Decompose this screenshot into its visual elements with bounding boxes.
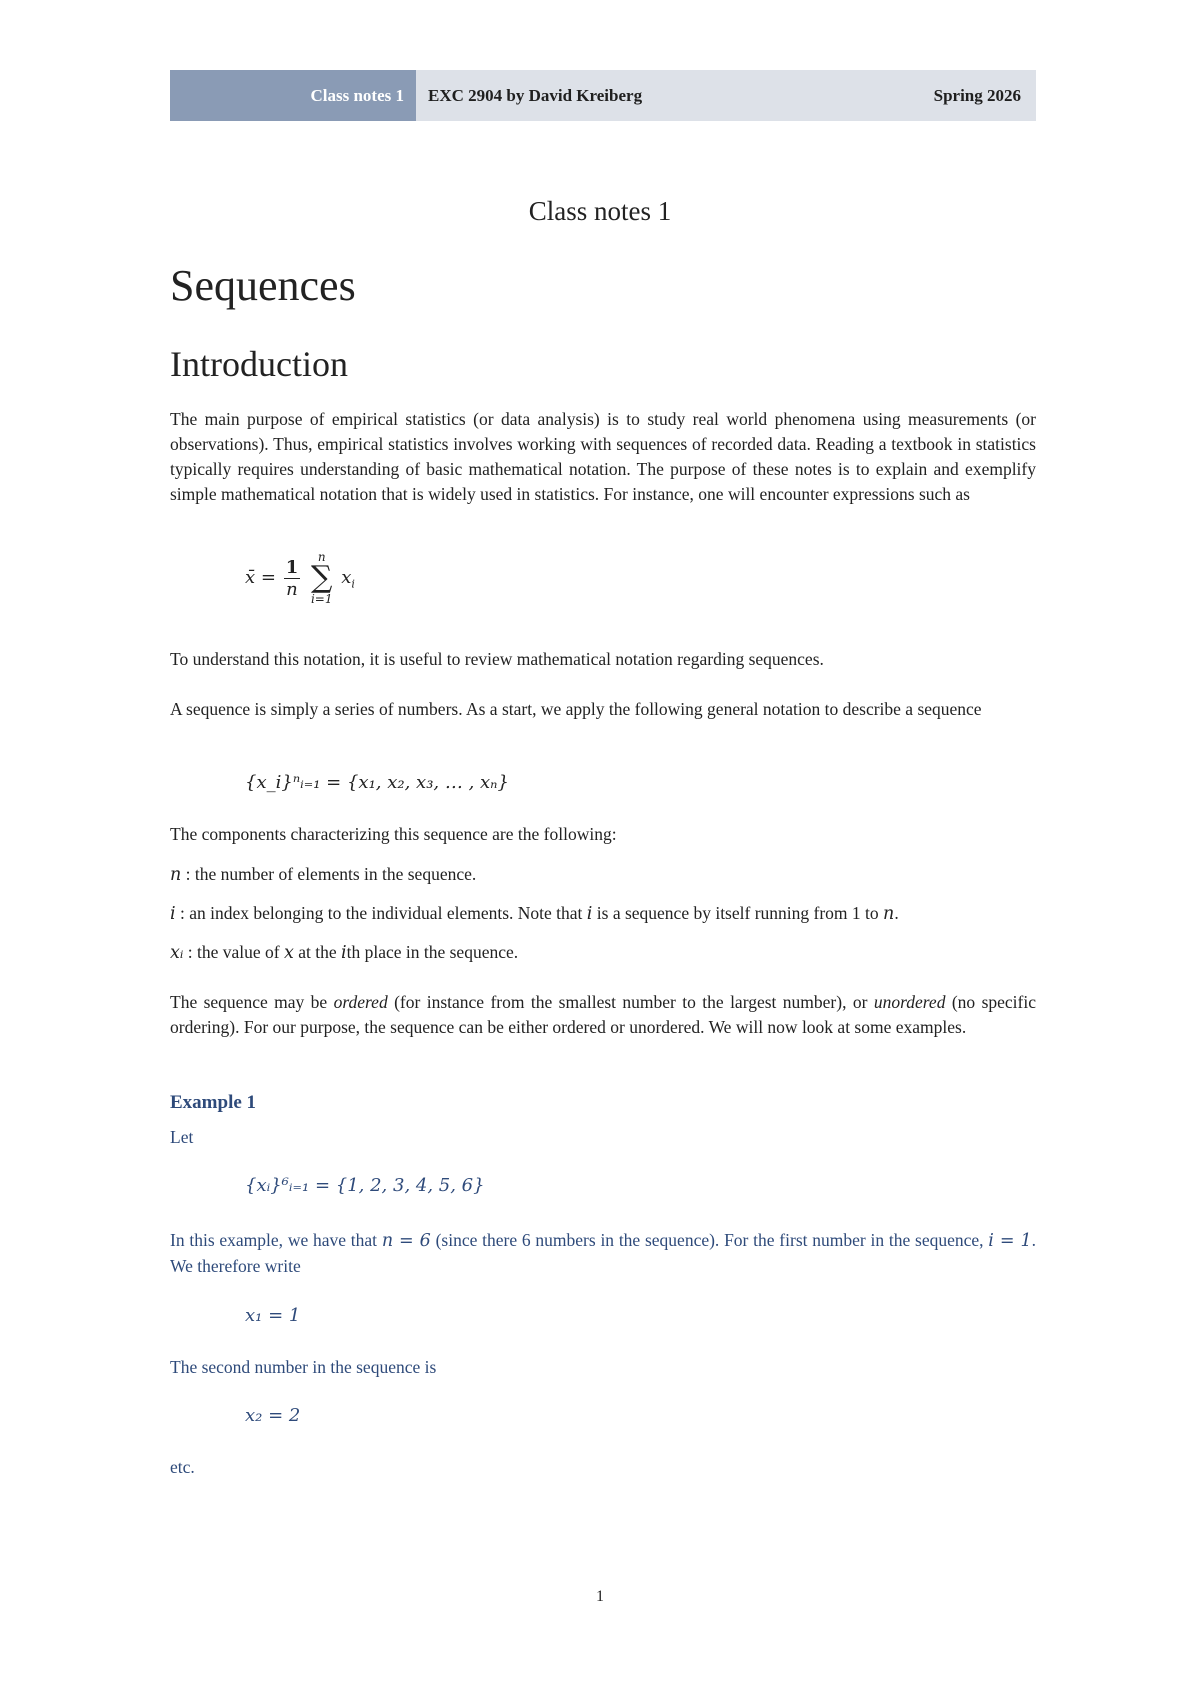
component-x	[170, 940, 1036, 966]
component-x-symbol-2: x	[283, 943, 294, 963]
eq-mean-rhs-sub: i	[351, 577, 355, 591]
component-x-text-c: th place in the sequence.	[346, 942, 519, 962]
paragraph-components: The components characterizing this sequence are the following:	[170, 824, 617, 844]
section-heading: Introduction	[170, 344, 348, 384]
header-term: Spring 2026	[933, 85, 1021, 105]
example-i-eq: i = 1	[988, 1231, 1032, 1251]
page-number: 1	[596, 1588, 604, 1605]
header-course: EXC 2904 by David Kreiberg	[428, 85, 643, 105]
component-x-symbol: xᵢ	[170, 943, 184, 963]
ordering-ordered: ordered	[333, 992, 388, 1012]
component-i	[170, 901, 1036, 927]
eq-mean-rhs	[341, 567, 355, 591]
eq-mean-denominator: n	[286, 578, 298, 600]
example-n-eq: n = 6	[381, 1231, 431, 1251]
sigma-icon: ∑	[311, 560, 333, 595]
example-paragraph	[170, 1228, 1036, 1279]
example-etc: etc.	[170, 1457, 195, 1477]
component-i-text-c: .	[894, 903, 899, 923]
intro-paragraph: The main purpose of empirical statistics (or data analysis) is to study real world phenomena using measurements (or observations). Thus, empirical statistics involves working with sequences of recorded data. Reading a textbook in statistics typically requires understanding of basic mathematical notation. The purpose of these notes is to explain and exemplify simple mathematical notation that is widely used in statistics. For instance, one will encounter expressions such as	[170, 409, 1036, 504]
component-x-text-b: at the	[293, 942, 341, 962]
example-second-text: The second number in the sequence is	[170, 1357, 437, 1377]
paragraph-ordering	[170, 990, 1036, 1040]
component-i-symbol-3: n	[883, 904, 895, 924]
component-x-symbol-3: i	[341, 943, 347, 963]
ordering-text-c: (no specific ordering). For our purpose, the sequence can be either ordered or unordered. We will now look at some examples.	[170, 992, 1036, 1037]
sum-upper-limit: n	[317, 550, 326, 564]
document-title: Class notes 1	[528, 196, 672, 226]
component-i-text-a: : an index belonging to the individual elements. Note that	[175, 903, 587, 923]
example-text-c: . We therefore write	[170, 1230, 1036, 1276]
example-let: Let	[170, 1127, 194, 1147]
component-i-text-b: is a sequence by itself running from 1 to	[592, 903, 884, 923]
header-bar	[416, 70, 1036, 121]
example-text-a: In this example, we have that	[170, 1230, 382, 1250]
sum-operator	[311, 550, 333, 606]
example-text-b: (since there 6 numbers in the sequence). For the first number in the sequence,	[430, 1230, 989, 1250]
component-x-text-a: : the value of	[183, 942, 284, 962]
example-equation-sequence: {xᵢ}⁶ᵢ₌₁ = {1, 2, 3, 4, 5, 6}	[245, 1175, 485, 1196]
example-equation-x2: x₂ = 2	[245, 1405, 301, 1426]
component-i-symbol-2: i	[586, 904, 593, 924]
equation-mean	[245, 550, 355, 606]
component-i-symbol: i	[170, 904, 176, 924]
ordering-text-a: The sequence may be	[170, 992, 334, 1012]
page-header	[170, 70, 1036, 121]
header-section-label: Class notes 1	[170, 70, 416, 121]
component-n-text: : the number of elements in the sequence.	[181, 864, 477, 884]
eq-mean-numerator: 1	[285, 556, 299, 578]
component-n	[170, 862, 1036, 888]
eq-mean-rhs-var: x	[341, 567, 352, 588]
component-n-symbol: n	[170, 865, 182, 885]
paragraph-understand: To understand this notation, it is useful to review mathematical notation regarding sequences.	[170, 649, 824, 669]
ordering-text-b: (for instance from the smallest number to the largest number), or	[387, 992, 874, 1012]
example-equation-x1: x₁ = 1	[245, 1305, 301, 1326]
eq-mean-fraction	[284, 557, 301, 600]
ordering-unordered: unordered	[873, 992, 946, 1012]
example-heading: Example 1	[170, 1092, 257, 1113]
paragraph-sequence: A sequence is simply a series of numbers. As a start, we apply the following general notation to describe a sequence	[170, 699, 982, 719]
chapter-heading: Sequences	[170, 261, 356, 310]
sum-lower-limit: i=1	[310, 592, 333, 606]
eq-mean-lhs: x̄ =	[245, 567, 276, 588]
equation-sequence: {x_i}ⁿᵢ₌₁ = {x₁, x₂, x₃, … , xₙ}	[245, 772, 509, 793]
